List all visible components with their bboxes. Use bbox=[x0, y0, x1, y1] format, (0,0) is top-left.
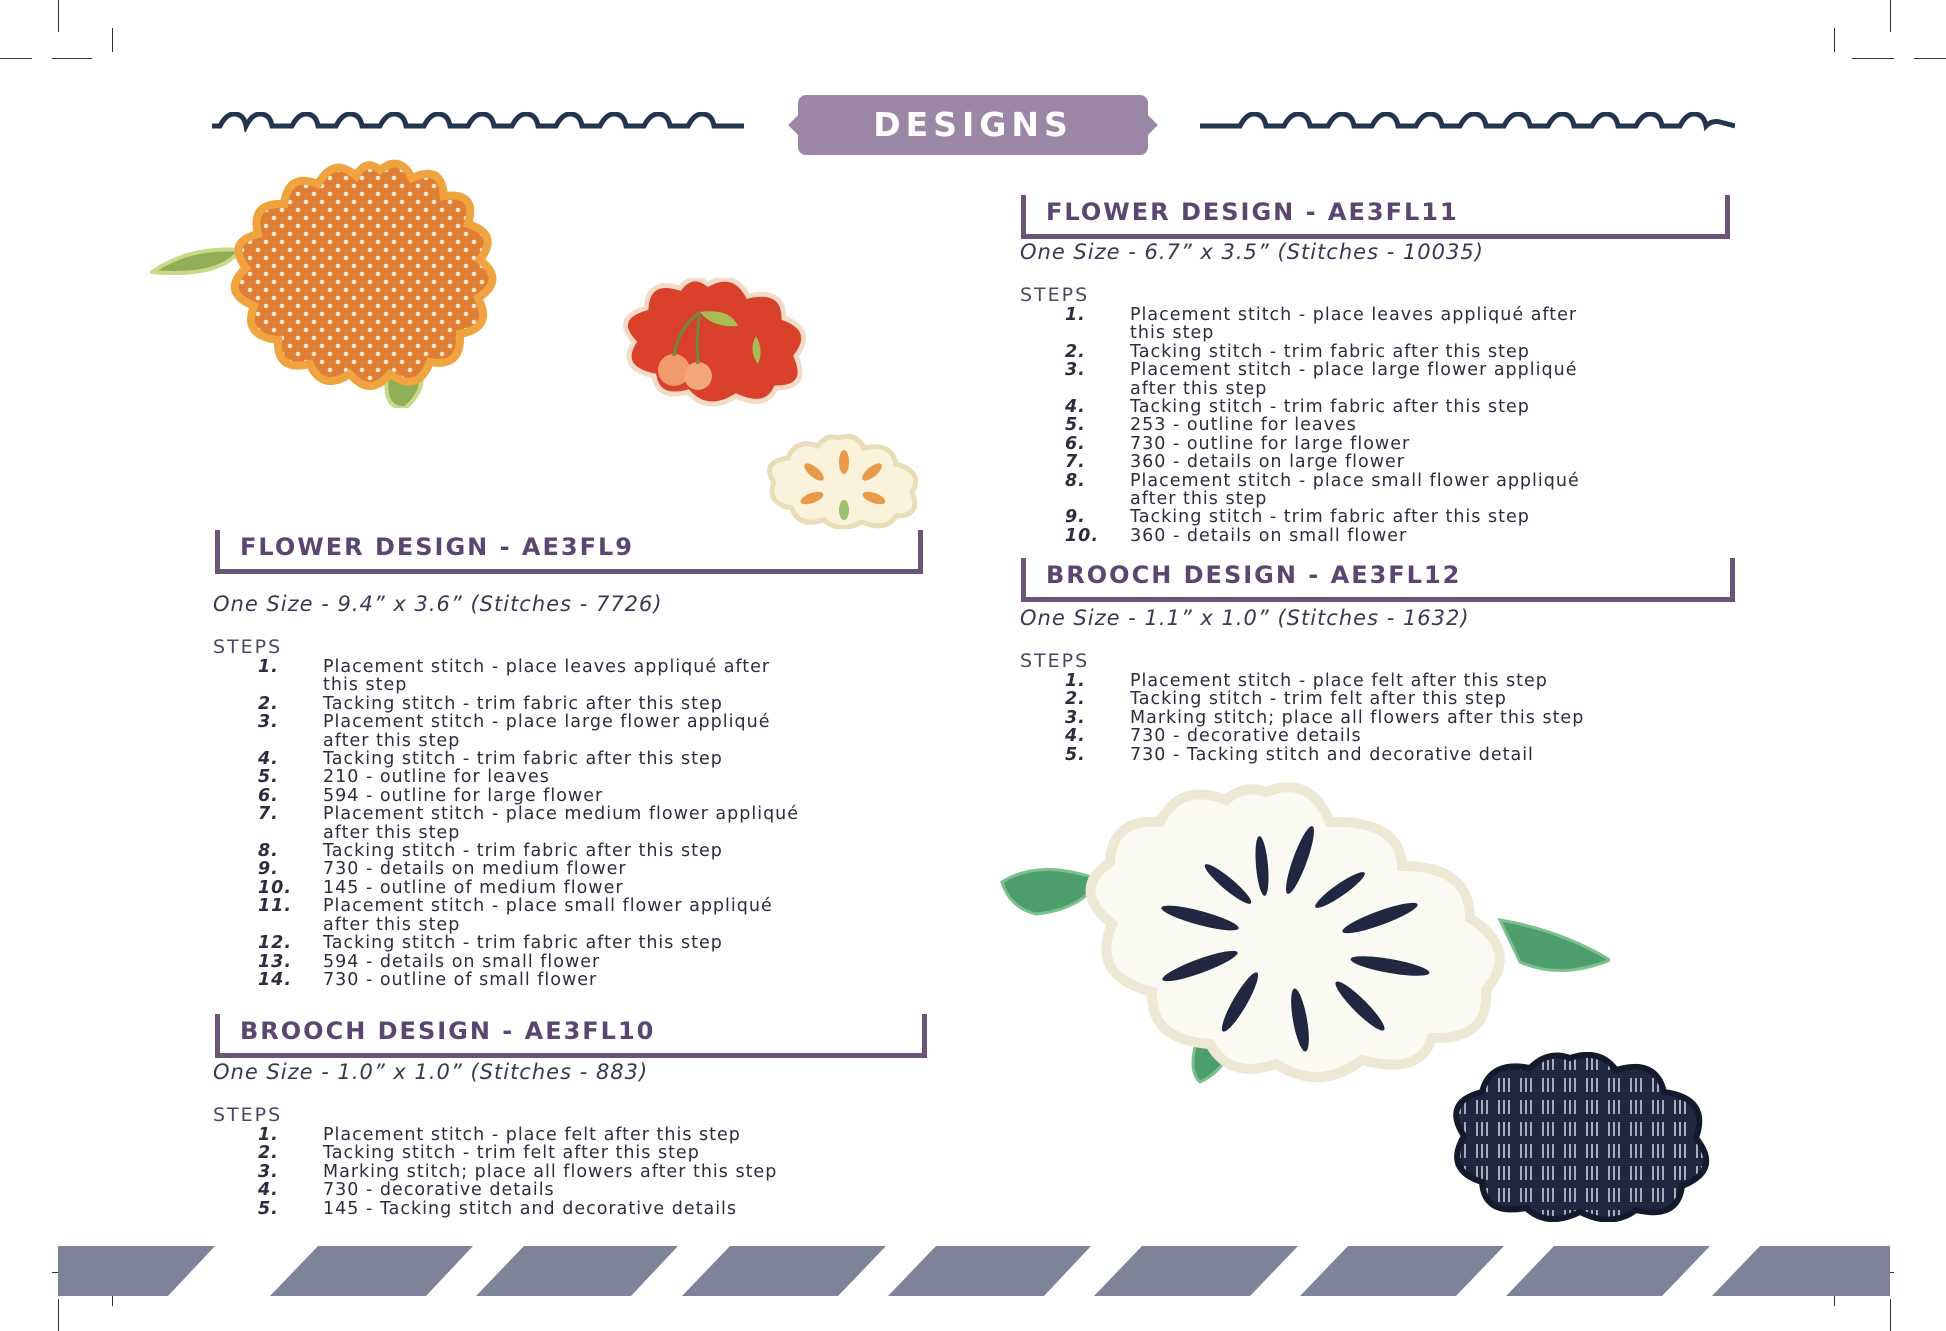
step-number: 14. bbox=[258, 969, 293, 990]
step-number: 10. bbox=[1065, 525, 1100, 546]
step-text-continued: after this step bbox=[323, 822, 461, 843]
step-text: Placement stitch - place leaves appliqué after bbox=[1130, 305, 1578, 325]
section-title: BROOCH DESIGN - AE3FL10 bbox=[215, 1014, 927, 1058]
step-item bbox=[1065, 398, 1765, 416]
step-number: 9. bbox=[1065, 507, 1086, 528]
size-line: One Size - 6.7” x 3.5” (Stitches - 10035) bbox=[1020, 240, 1484, 264]
step-text: 360 - details on large flower bbox=[1130, 452, 1405, 473]
bottom-stripe-band bbox=[58, 1246, 1890, 1296]
section-header-ae3fl11 bbox=[1021, 195, 1730, 245]
step-text: Placement stitch - place small flower appliqué bbox=[1130, 470, 1580, 491]
step-text-continued: after this step bbox=[1130, 378, 1268, 399]
step-number: 8. bbox=[1065, 470, 1086, 491]
steps-list bbox=[1065, 672, 1765, 764]
step-number: 4. bbox=[1065, 726, 1086, 747]
step-number: 7. bbox=[258, 804, 279, 825]
step-item bbox=[1065, 709, 1765, 727]
step-item bbox=[1065, 508, 1765, 526]
size-line: One Size - 9.4” x 3.6” (Stitches - 7726) bbox=[213, 592, 663, 616]
step-item bbox=[1065, 746, 1765, 764]
step-text: Placement stitch - place felt after this step bbox=[1130, 671, 1548, 691]
step-number: 1. bbox=[1065, 671, 1086, 691]
step-number: 13. bbox=[258, 951, 293, 972]
step-text: Tacking stitch - trim fabric after this step bbox=[323, 749, 723, 770]
step-text: Placement stitch - place large flower appliqué bbox=[323, 712, 771, 733]
red-cherry-flower-icon bbox=[588, 278, 848, 408]
step-text: Placement stitch - place medium flower appliqué bbox=[323, 804, 800, 825]
step-item bbox=[1065, 672, 1765, 690]
step-number: 5. bbox=[258, 767, 279, 788]
step-number: 2. bbox=[258, 693, 279, 714]
crop-mark bbox=[1890, 1299, 1891, 1331]
step-item bbox=[1065, 306, 1765, 343]
step-text: Tacking stitch - trim fabric after this step bbox=[1130, 507, 1530, 528]
step-text: 145 - Tacking stitch and decorative details bbox=[323, 1198, 738, 1219]
step-item bbox=[258, 860, 948, 878]
step-number: 4. bbox=[258, 749, 279, 770]
step-number: 11. bbox=[258, 896, 293, 917]
step-item bbox=[258, 897, 948, 934]
step-number: 2. bbox=[258, 1143, 279, 1164]
step-text: 594 - outline for large flower bbox=[323, 785, 604, 806]
crop-mark bbox=[1834, 28, 1835, 52]
step-text: Tacking stitch - trim fabric after this step bbox=[1130, 397, 1530, 418]
step-number: 7. bbox=[1065, 452, 1086, 473]
step-number: 2. bbox=[1065, 341, 1086, 362]
step-item bbox=[258, 971, 948, 989]
step-number: 1. bbox=[1065, 305, 1086, 325]
crop-mark bbox=[1890, 0, 1891, 32]
orange-polka-dot-flower-icon bbox=[150, 158, 590, 408]
step-text: Tacking stitch - trim felt after this step bbox=[323, 1143, 700, 1164]
step-text: Placement stitch - place large flower appliqué bbox=[1130, 360, 1578, 381]
step-text: 730 - details on medium flower bbox=[323, 859, 627, 880]
step-text: Placement stitch - place felt after this step bbox=[323, 1125, 741, 1145]
crop-mark bbox=[1852, 58, 1894, 59]
steps-list bbox=[1065, 306, 1765, 545]
steps-label: STEPS bbox=[1020, 650, 1090, 672]
step-item bbox=[1065, 435, 1765, 453]
step-text-continued: after this step bbox=[323, 914, 461, 935]
step-number: 1. bbox=[258, 657, 279, 677]
steps-list bbox=[258, 1126, 948, 1218]
step-text: 730 - Tacking stitch and decorative detail bbox=[1130, 744, 1534, 765]
steps-label: STEPS bbox=[213, 636, 283, 658]
step-number: 4. bbox=[258, 1180, 279, 1201]
step-number: 12. bbox=[258, 933, 293, 954]
step-item bbox=[258, 953, 948, 971]
steps-list bbox=[258, 658, 948, 989]
crop-mark bbox=[52, 58, 92, 59]
section-header-ae3fl10 bbox=[215, 1014, 927, 1064]
size-line: One Size - 1.0” x 1.0” (Stitches - 883) bbox=[213, 1060, 649, 1084]
step-text: Marking stitch; place all flowers after this step bbox=[1130, 707, 1585, 728]
step-text: 210 - outline for leaves bbox=[323, 767, 550, 788]
step-number: 3. bbox=[258, 712, 279, 733]
header-wave-left bbox=[212, 112, 744, 132]
section-header-ae3fl12 bbox=[1021, 558, 1735, 608]
step-number: 6. bbox=[1065, 433, 1086, 454]
step-item bbox=[1065, 727, 1765, 745]
step-text: 730 - outline for large flower bbox=[1130, 433, 1411, 454]
step-text: Marking stitch; place all flowers after this step bbox=[323, 1161, 778, 1182]
step-item bbox=[1065, 416, 1765, 434]
step-item bbox=[258, 805, 948, 842]
step-item bbox=[1065, 527, 1765, 545]
steps-label: STEPS bbox=[213, 1104, 283, 1126]
step-text: Placement stitch - place small flower appliqué bbox=[323, 896, 773, 917]
step-item bbox=[258, 879, 948, 897]
step-text-continued: this step bbox=[323, 675, 408, 696]
step-number: 8. bbox=[258, 841, 279, 862]
size-line: One Size - 1.1” x 1.0” (Stitches - 1632) bbox=[1020, 606, 1470, 630]
step-text: 730 - outline of small flower bbox=[323, 969, 598, 990]
step-text: Tacking stitch - trim fabric after this step bbox=[1130, 341, 1530, 362]
step-item bbox=[258, 695, 948, 713]
step-number: 1. bbox=[258, 1125, 279, 1145]
step-item bbox=[1065, 453, 1765, 471]
step-text-continued: this step bbox=[1130, 323, 1215, 344]
step-text: 145 - outline of medium flower bbox=[323, 877, 624, 898]
step-item bbox=[258, 658, 948, 695]
step-item bbox=[1065, 361, 1765, 398]
crop-mark bbox=[58, 0, 59, 32]
section-title: FLOWER DESIGN - AE3FL9 bbox=[215, 530, 923, 574]
step-text-continued: after this step bbox=[1130, 489, 1268, 510]
step-item bbox=[258, 750, 948, 768]
step-number: 5. bbox=[1065, 415, 1086, 436]
navy-brooch-flower-icon bbox=[1430, 1052, 1730, 1222]
step-item bbox=[258, 787, 948, 805]
cream-small-flower-icon bbox=[752, 434, 927, 529]
step-text: Tacking stitch - trim fabric after this step bbox=[323, 693, 723, 714]
step-number: 5. bbox=[1065, 744, 1086, 765]
step-number: 6. bbox=[258, 785, 279, 806]
step-item bbox=[258, 1200, 948, 1218]
step-text: 730 - decorative details bbox=[323, 1180, 555, 1201]
crop-mark bbox=[112, 28, 113, 52]
step-number: 9. bbox=[258, 859, 279, 880]
step-number: 5. bbox=[258, 1198, 279, 1219]
step-item bbox=[1065, 343, 1765, 361]
step-item bbox=[1065, 690, 1765, 708]
step-number: 10. bbox=[258, 877, 293, 898]
step-text: 360 - details on small flower bbox=[1130, 525, 1408, 546]
section-title: BROOCH DESIGN - AE3FL12 bbox=[1021, 558, 1735, 602]
white-navy-flower-icon bbox=[1000, 780, 1610, 1090]
step-item bbox=[258, 1181, 948, 1199]
step-text-continued: after this step bbox=[323, 730, 461, 751]
step-item bbox=[258, 1144, 948, 1162]
crop-mark bbox=[0, 58, 32, 59]
step-text: 253 - outline for leaves bbox=[1130, 415, 1357, 436]
step-text: Tacking stitch - trim fabric after this step bbox=[323, 841, 723, 862]
step-item bbox=[258, 1126, 948, 1144]
step-item bbox=[258, 713, 948, 750]
step-number: 3. bbox=[1065, 707, 1086, 728]
section-header-ae3fl9 bbox=[215, 530, 923, 580]
step-item bbox=[258, 934, 948, 952]
step-number: 3. bbox=[258, 1161, 279, 1182]
crop-mark bbox=[58, 1299, 59, 1331]
step-number: 4. bbox=[1065, 397, 1086, 418]
crop-mark bbox=[1914, 58, 1946, 59]
step-item bbox=[1065, 472, 1765, 509]
steps-label: STEPS bbox=[1020, 284, 1090, 306]
step-item bbox=[258, 768, 948, 786]
step-item bbox=[258, 1163, 948, 1181]
step-number: 2. bbox=[1065, 689, 1086, 710]
header-wave-right bbox=[1200, 112, 1735, 132]
step-item bbox=[258, 842, 948, 860]
step-text: Tacking stitch - trim felt after this step bbox=[1130, 689, 1507, 710]
step-number: 3. bbox=[1065, 360, 1086, 381]
step-text: 594 - details on small flower bbox=[323, 951, 601, 972]
step-text: 730 - decorative details bbox=[1130, 726, 1362, 747]
section-title: FLOWER DESIGN - AE3FL11 bbox=[1021, 195, 1730, 239]
page-title: DESIGNS bbox=[798, 95, 1148, 155]
step-text: Tacking stitch - trim fabric after this step bbox=[323, 933, 723, 954]
step-text: Placement stitch - place leaves appliqué after bbox=[323, 657, 771, 677]
